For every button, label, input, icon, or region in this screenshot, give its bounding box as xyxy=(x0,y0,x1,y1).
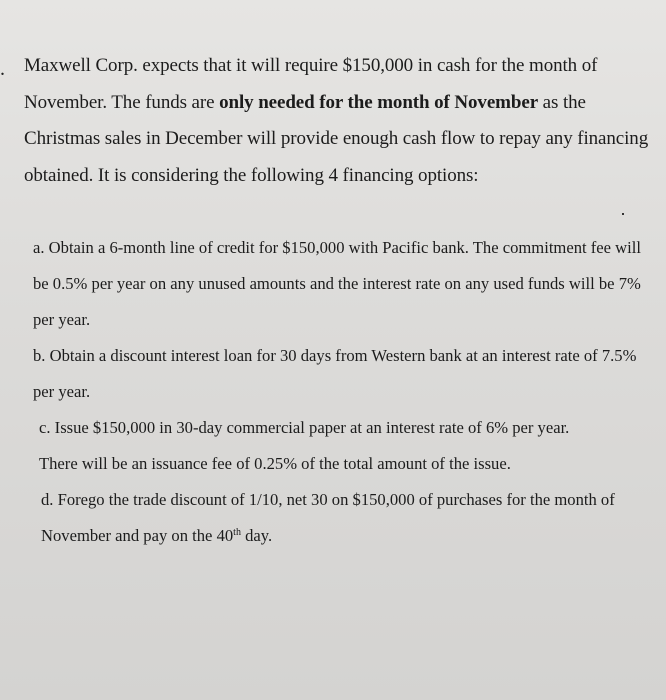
stray-mark xyxy=(622,213,624,215)
intro-text-start: Maxwell Corp. expects that it will require $150,000 in cash for the month of November. The funds are xyxy=(24,55,598,113)
option-c xyxy=(33,410,653,482)
option-d-end: day. xyxy=(240,526,273,545)
financing-options xyxy=(33,230,653,554)
option-d xyxy=(33,482,653,554)
list-bullet: . xyxy=(0,58,5,80)
question-intro xyxy=(24,48,654,194)
option-d-text: d. Forego the trade discount of 1/10, net 30 on $150,000 of purchases for the month of November and pay on the 40 xyxy=(41,490,615,545)
option-c-line1: c. Issue $150,000 in 30-day commercial paper at an interest rate of 6% per year. xyxy=(39,418,570,437)
option-a: a. Obtain a 6-month line of credit for $150,000 with Pacific bank. The commitment fee will be 0.5% per year on any unused amounts and the interest rate on any used funds will be 7% per year. xyxy=(33,238,641,329)
option-c-line2: There will be an issuance fee of 0.25% of the total amount of the issue. xyxy=(39,454,511,473)
question-text xyxy=(24,48,654,194)
option-b: b. Obtain a discount interest loan for 30 days from Western bank at an interest rate of 7.5% per year. xyxy=(33,346,637,401)
intro-emphasis: only needed for the month of November xyxy=(219,91,539,113)
intro-text-end: as the Christmas sales in December will provide enough cash flow to repay any financing obtained. It is considering the following 4 financing options: xyxy=(24,91,649,186)
ordinal-suffix: th xyxy=(233,527,241,538)
